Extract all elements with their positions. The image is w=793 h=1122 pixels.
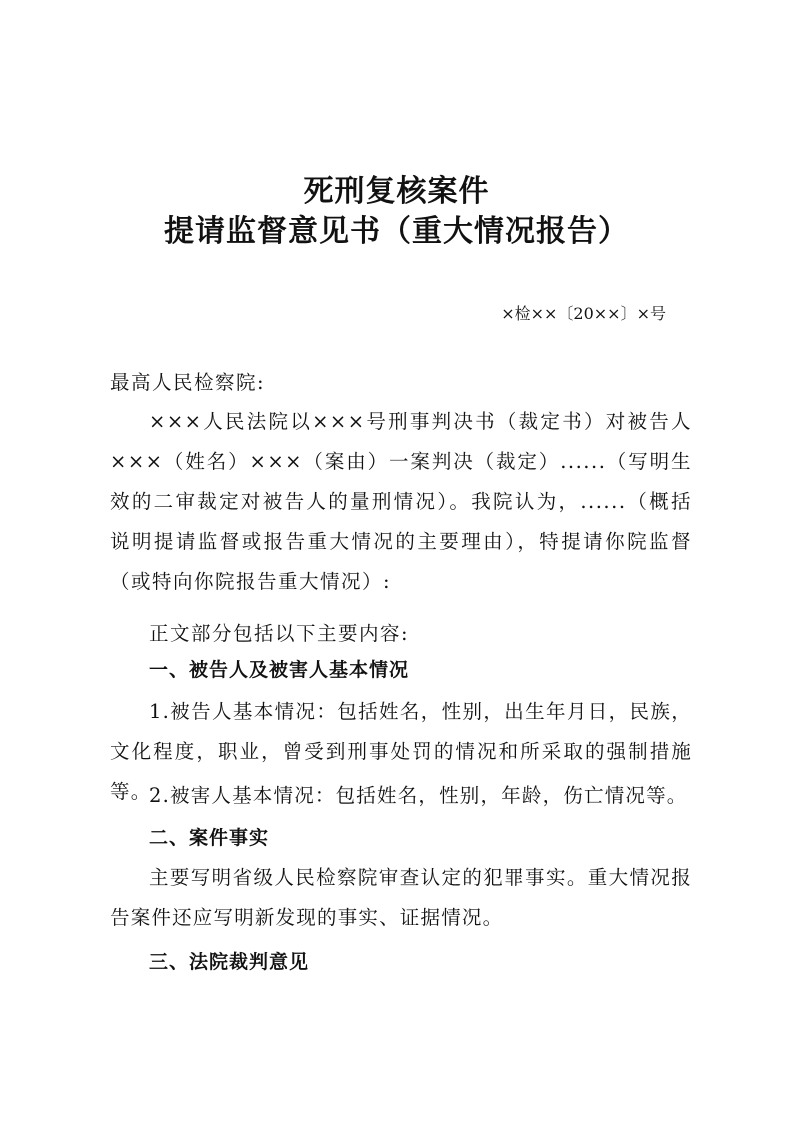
content-intro: 正文部分包括以下主要内容: [149,622,410,645]
section-heading-1: 一、被告人及被害人基本情况 [149,659,410,681]
document-title-line1: 死刑复核案件 [303,174,490,209]
defendant-info-item: 1.被告人基本情况：包括姓名，性别，出生年月日，民族，文化程度，职业，曾受到刑事处罚的情况和所采取的强制措施等。 [110,700,692,803]
case-facts-paragraph: 主要写明省级人民检察院审查认定的犯罪事实。重大情况报告案件还应写明新发现的事实、证据情况。 [110,866,692,929]
victim-info-item: 2.被害人基本情况：包括姓名，性别，年龄，伤亡情况等。 [149,784,688,807]
recipient: 最高人民检察院: [110,371,266,394]
opening-paragraph: ×××人民法院以×××号刑事判决书（裁定书）对被告人×××（姓名）×××（案由）一案判决（裁定）......（写明生效的二审裁定对被告人的量刑情况）。我院认为，......（概括说明提请监督或报告重大情况的主要理由），特提请你院监督（或特向你院报告重大情况）: [110,410,692,593]
section-heading-2: 二、案件事实 [149,827,270,849]
document-number: ×检××〔20××〕×号 [501,304,666,323]
document-title-line2: 提请监督意见书（重大情况报告） [164,214,629,249]
section-heading-3: 三、法院裁判意见 [149,951,310,973]
